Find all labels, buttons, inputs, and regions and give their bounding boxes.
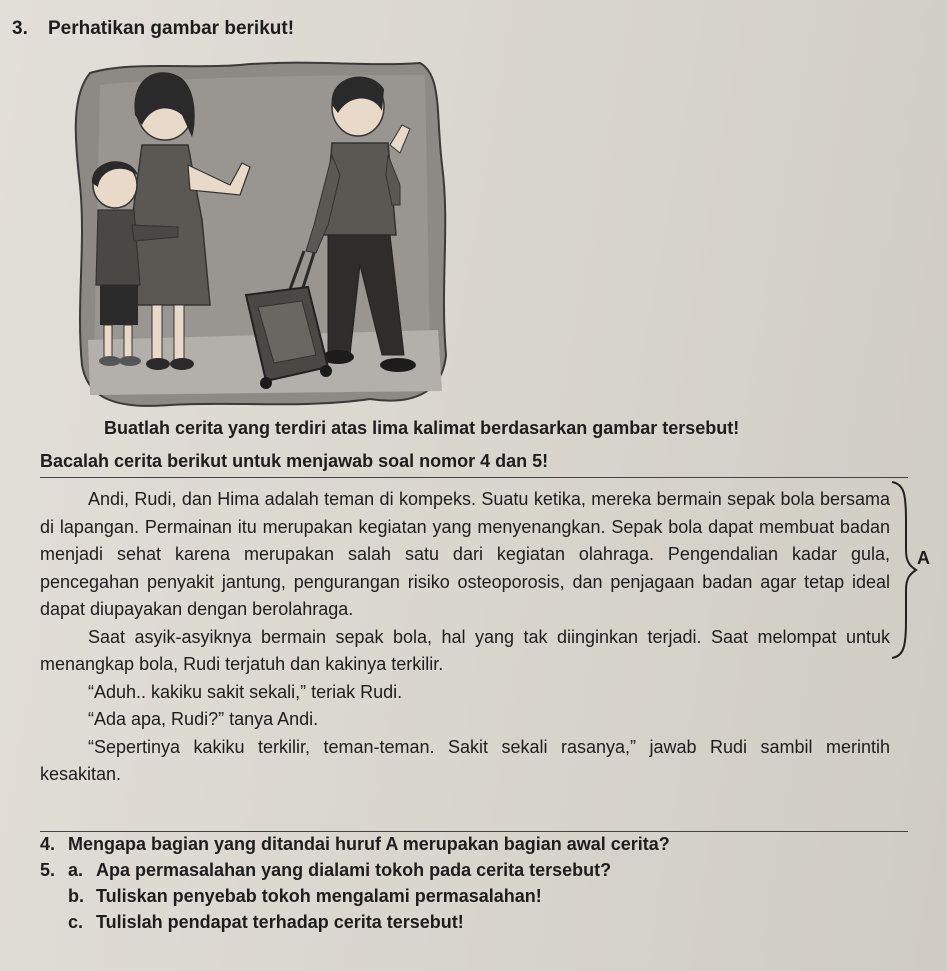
story-paragraph: “Sepertinya kakiku terkilir, teman-teman. Sakit sekali rasanya,” jawab Rudi sambil merintih kesakitan.	[40, 736, 890, 784]
question-5a	[40, 860, 611, 881]
story-paragraph: Saat asyik-asyiknya bermain sepak bola, hal yang tak diinginkan terjadi. Saat melompat untuk menangkap bola, Rudi terjatuh dan kakinya terkilir.	[40, 626, 890, 674]
question-5c-text: Tulislah pendapat terhadap cerita tersebut!	[96, 912, 464, 932]
question-3-prompt: Perhatikan gambar berikut!	[48, 18, 295, 39]
question-3-number: 3.	[12, 18, 28, 39]
question-3-instruction: Buatlah cerita yang terdiri atas lima kalimat berdasarkan gambar tersebut!	[104, 418, 740, 438]
question-3	[12, 18, 294, 40]
story-box	[40, 477, 908, 832]
question-5b-text: Tuliskan penyebab tokoh mengalami permasalahan!	[96, 886, 542, 906]
story-text	[40, 486, 890, 789]
question-5c-label: c.	[68, 912, 84, 932]
question-4	[40, 834, 670, 855]
question-5b	[68, 886, 542, 907]
section-brace	[888, 480, 928, 660]
reading-instruction: Bacalah cerita berikut untuk menjawab soal nomor 4 dan 5!	[40, 451, 549, 471]
question-5a-text: Apa permasalahan yang dialami tokoh pada cerita tersebut?	[96, 860, 612, 880]
question-4-text: Mengapa bagian yang ditandai huruf A merupakan bagian awal cerita?	[68, 834, 670, 854]
section-label-a: A	[917, 548, 930, 568]
question-4-number: 4.	[40, 834, 56, 854]
question-5a-label: a.	[68, 860, 84, 880]
question-5b-label: b.	[68, 886, 84, 906]
family-farewell-illustration	[70, 55, 455, 415]
question-5c	[68, 912, 464, 933]
story-dialog: “Aduh.. kakiku sakit sekali,” teriak Rudi.	[88, 681, 403, 702]
story-dialog: “Ada apa, Rudi?” tanya Andi.	[88, 709, 319, 729]
story-paragraph: Andi, Rudi, dan Hima adalah teman di kompeks. Suatu ketika, mereka bermain sepak bola bersama di lapangan. Permainan itu merupakan kegiatan yang menyenangkan. Sepak bola dapat membuat badan menjadi sehat karena merupakan salah satu dari kegiatan olahraga. Pengendalian kadar gula, pencegahan penyakit jantung, pengurangan risiko osteoporosis, dan penjagaan badan agar tetap ideal dapat diupayakan dengan berolahraga.	[40, 489, 890, 619]
question-5-number: 5.	[40, 860, 56, 880]
